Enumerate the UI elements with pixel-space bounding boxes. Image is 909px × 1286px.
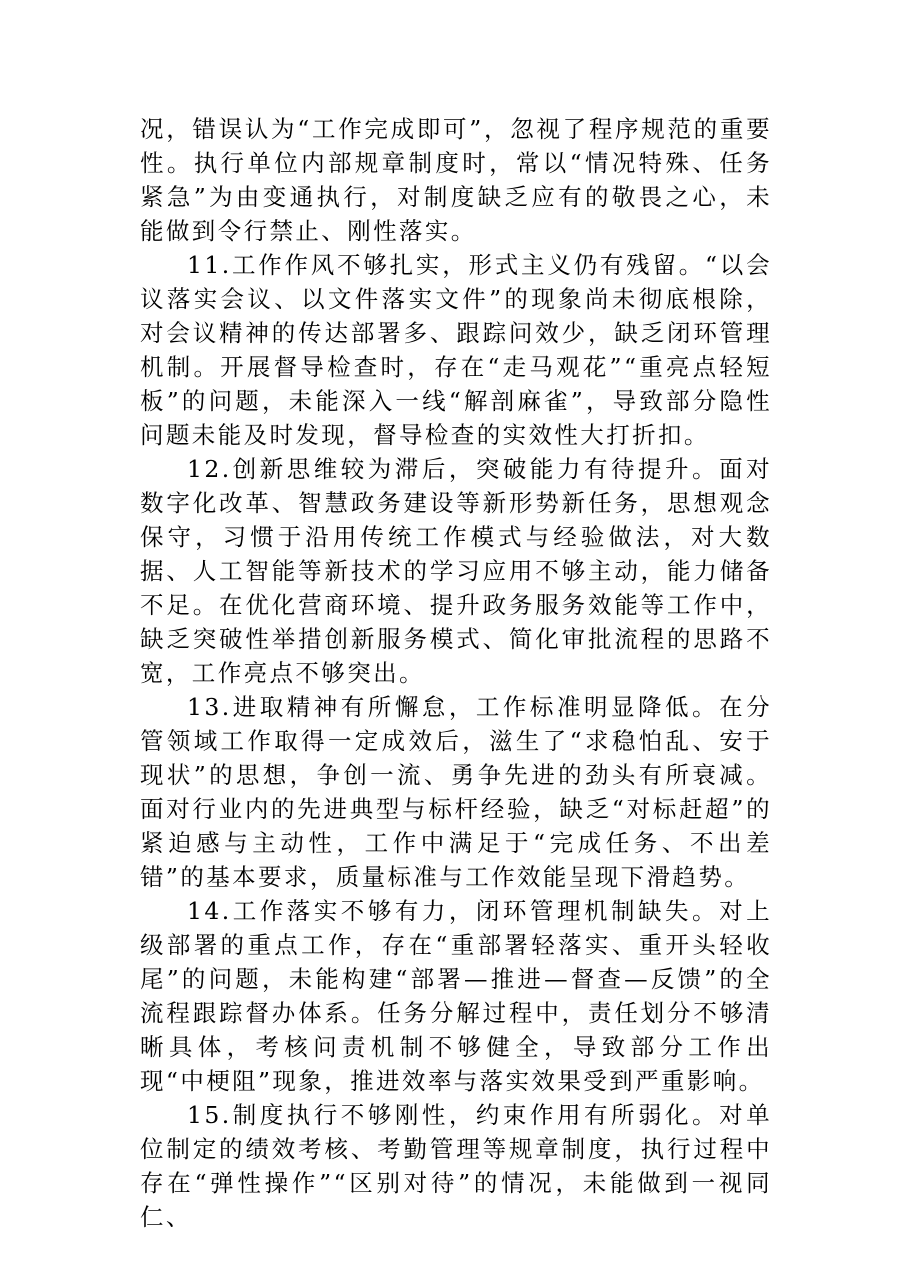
paragraph-item-11: 11.工作作风不够扎实，形式主义仍有残留。“以会议落实会议、以文件落实文件”的现象尚未彻底根除，对会议精神的传达部署多、跟踪问效少，缺乏闭环管理机制。开展督导检查时，存在“走马观花”“重亮点轻短板”的问题，未能深入一线“解剖麻雀”，导致部分隐性问题未能及时发现，督导检查的实效性大打折扣。 bbox=[140, 251, 772, 449]
paragraph-continued: 况，错误认为“工作完成即可”，忽视了程序规范的重要性。执行单位内部规章制度时，常以“情况特殊、任务紧急”为由变通执行，对制度缺乏应有的敬畏之心，未能做到令行禁止、刚性落实。 bbox=[140, 115, 772, 245]
paragraph-item-13: 13.进取精神有所懈怠，工作标准明显降低。在分管领域工作取得一定成效后，滋生了“求稳怕乱、安于现状”的思想，争创一流、勇争先进的劲头有所衰减。面对行业内的先进典型与标杆经验，缺乏“对标赶超”的紧迫感与主动性，工作中满足于“完成任务、不出差错”的基本要求，质量标准与工作效能呈现下滑趋势。 bbox=[140, 693, 772, 891]
paragraph-item-14: 14.工作落实不够有力，闭环管理机制缺失。对上级部署的重点工作，存在“重部署轻落实、重开头轻收尾”的问题，未能构建“部署—推进—督查—反馈”的全流程跟踪督办体系。任务分解过程中，责任划分不够清晰具体，考核问责机制不够健全，导致部分工作出现“中梗阻”现象，推进效率与落实效果受到严重影响。 bbox=[140, 897, 772, 1095]
paragraph-item-15: 15.制度执行不够刚性，约束作用有所弱化。对单位制定的绩效考核、考勤管理等规章制度，执行过程中存在“弹性操作”“区别对待”的情况，未能做到一视同仁、 bbox=[140, 1101, 772, 1231]
paragraph-item-12: 12.创新思维较为滞后，突破能力有待提升。面对数字化改革、智慧政务建设等新形势新任务，思想观念保守，习惯于沿用传统工作模式与经验做法，对大数据、人工智能等新技术的学习应用不够主动，能力储备不足。在优化营商环境、提升政务服务效能等工作中，缺乏突破性举措创新服务模式、简化审批流程的思路不宽，工作亮点不够突出。 bbox=[140, 455, 772, 687]
document-page bbox=[140, 112, 772, 1234]
